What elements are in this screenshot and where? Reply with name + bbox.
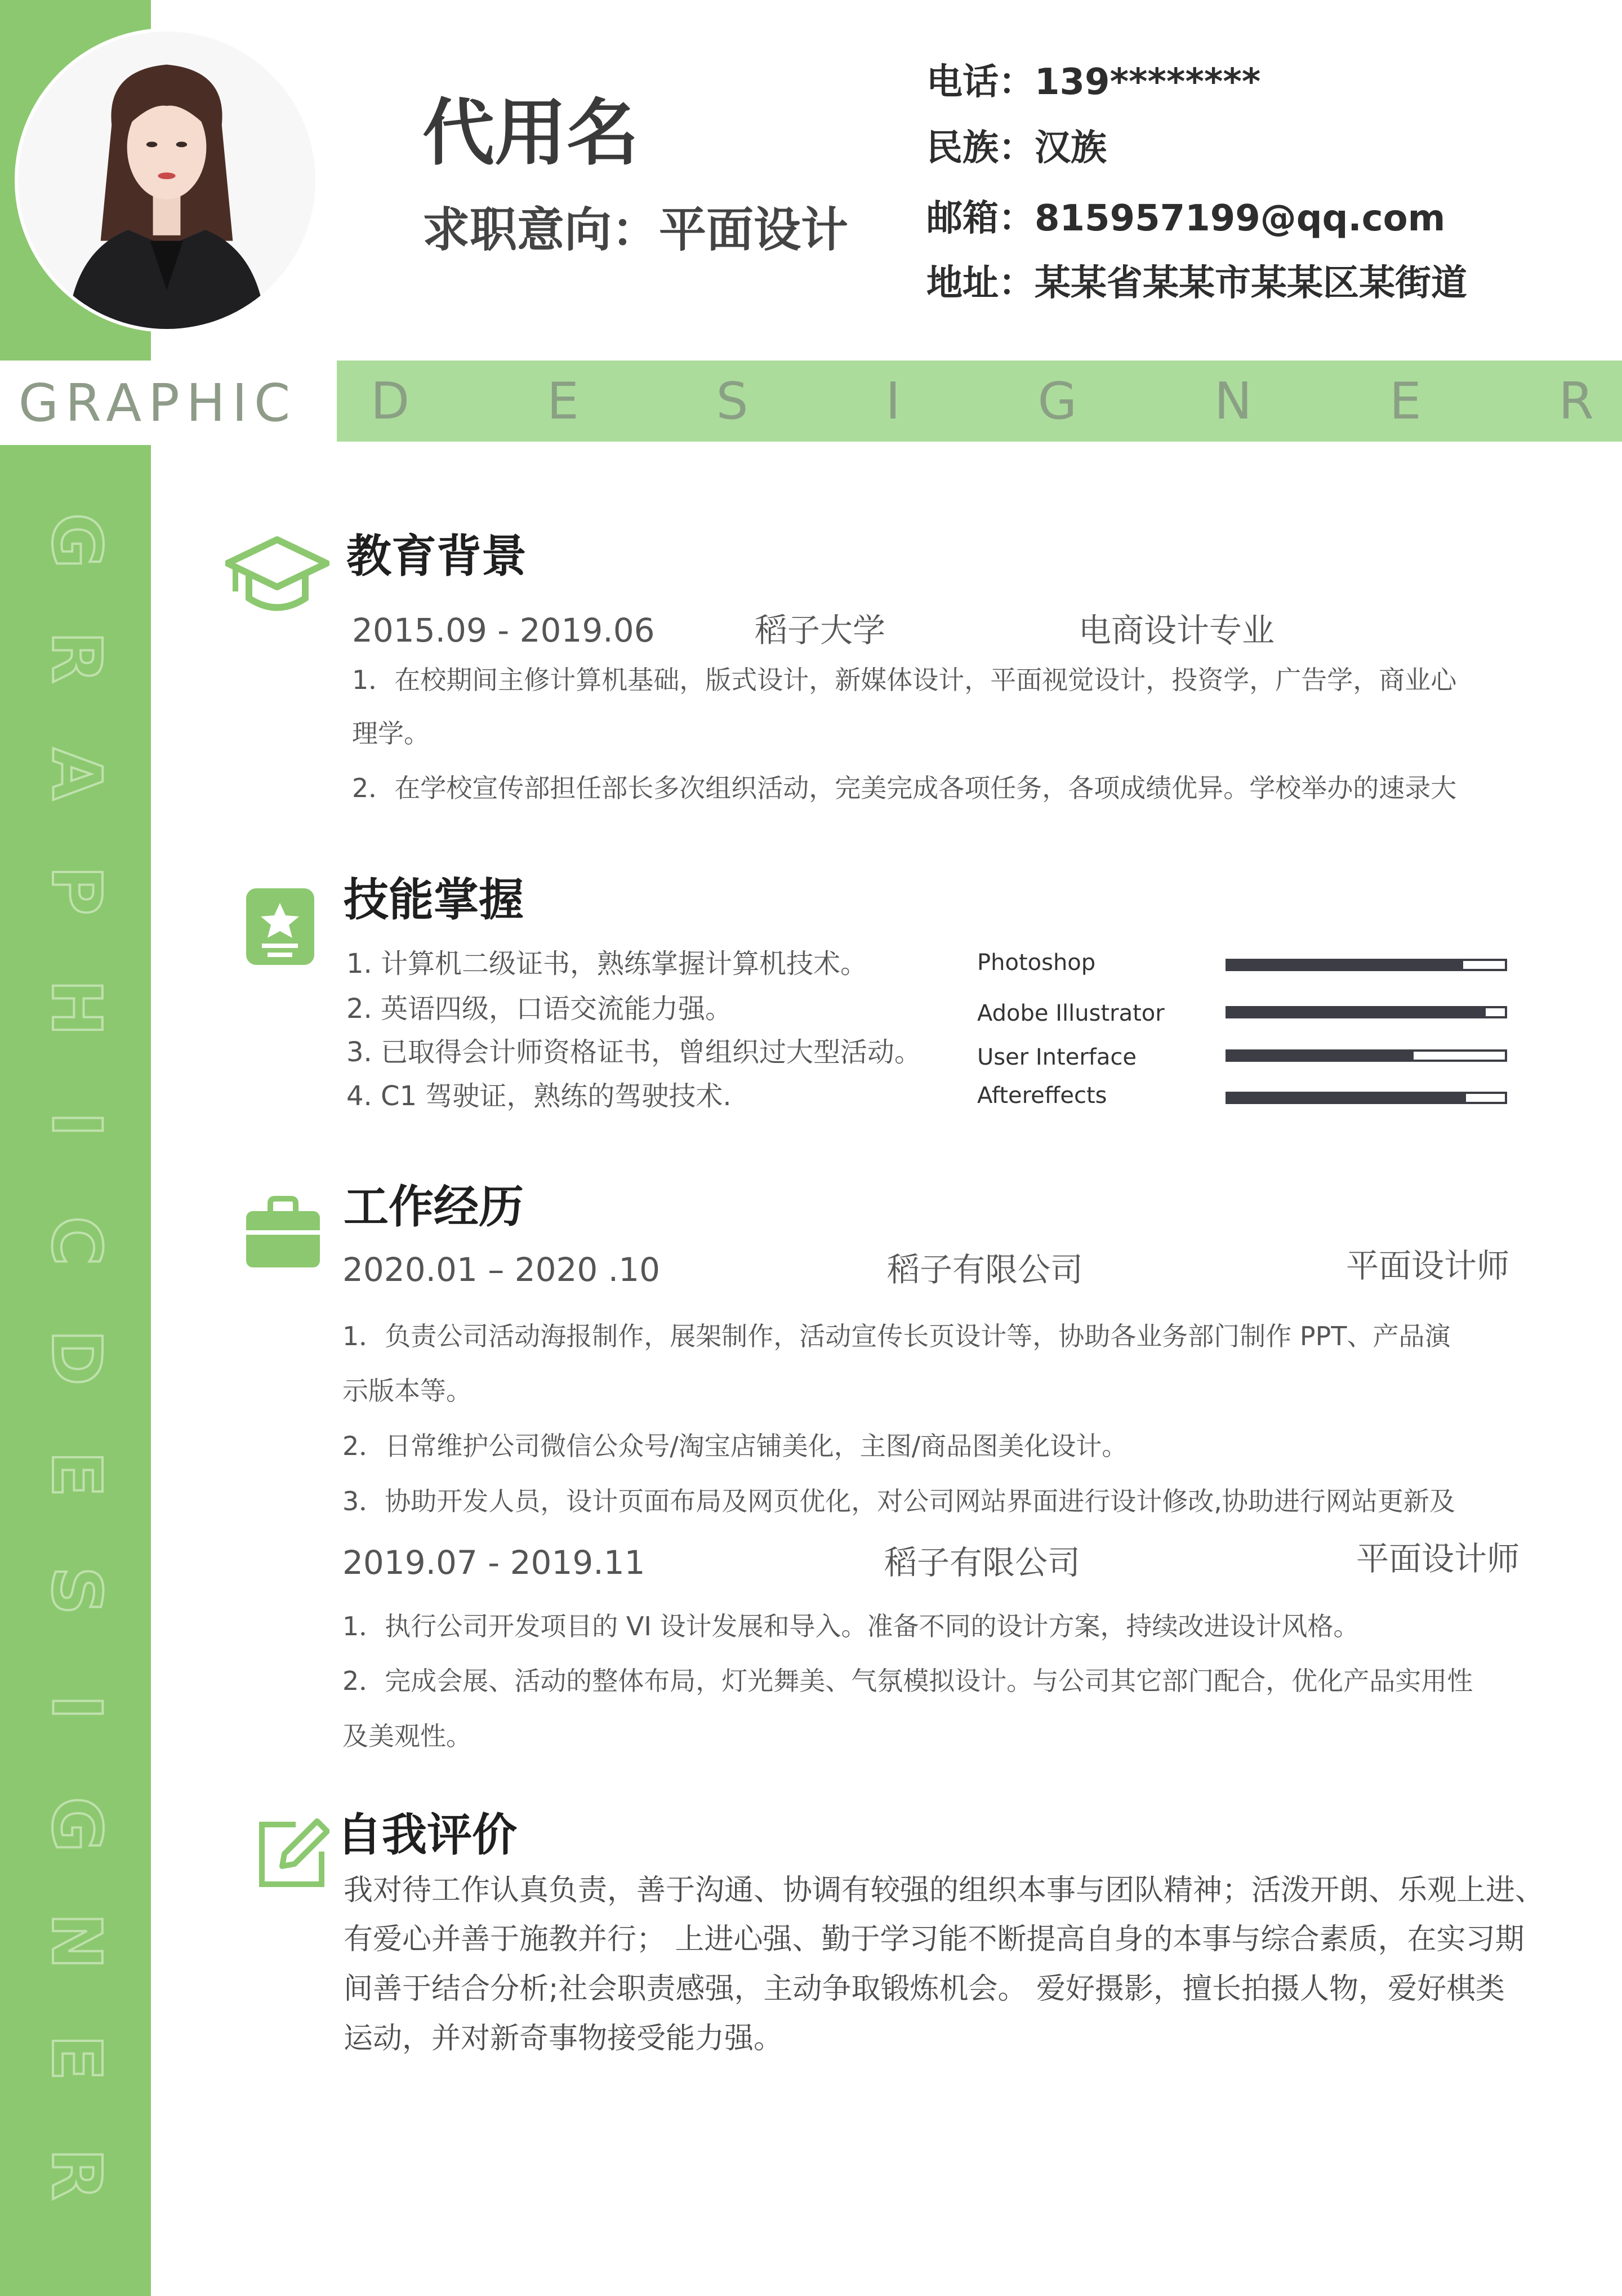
side-letter: P <box>36 866 115 916</box>
banner-letter: R <box>1558 371 1594 431</box>
job-line: 2．完成会展、活动的整体布局，灯光舞美、气氛模拟设计。与公司其它部门配合，优化产品实用性 <box>342 1666 1473 1696</box>
skill-item: 2. 英语四级，口语交流能力强。 <box>346 993 733 1025</box>
side-letter: C <box>36 1216 115 1266</box>
side-letter: R <box>37 2148 115 2201</box>
side-letter: N <box>37 1912 115 1969</box>
job-line: 及美观性。 <box>342 1721 472 1751</box>
job-intent: 求职意向：平面设计 <box>422 202 849 257</box>
skill-level-bar <box>1226 1092 1507 1104</box>
work-title: 工作经历 <box>344 1181 524 1233</box>
side-letter: E <box>36 1451 115 1498</box>
banner-letter: E <box>1389 371 1422 431</box>
skill-item: 1. 计算机二级证书，熟练掌握计算机技术。 <box>346 948 868 980</box>
self-eval-line: 运动，并对新奇事物接受能力强。 <box>344 2022 783 2055</box>
side-vertical-letters <box>0 507 151 2208</box>
job-company: 稻子有限公司 <box>887 1251 1084 1289</box>
job-line: 示版本等。 <box>342 1376 472 1406</box>
education-major: 电商设计专业 <box>1079 611 1275 649</box>
banner-graphic-word: GRAPHIC <box>18 372 297 433</box>
profile-photo <box>15 28 319 332</box>
skill-level-fill <box>1228 1008 1486 1016</box>
skill-item: 3. 已取得会计师资格证书，曾组织过大型活动。 <box>346 1036 922 1068</box>
contact-phone: 电话：139******** <box>926 61 1261 103</box>
side-letter: E <box>36 2034 115 2081</box>
skill-bar-name: Adobe Illustrator <box>977 1000 1165 1026</box>
skill-bar-name: Photoshop <box>977 950 1096 976</box>
skill-level-fill <box>1228 1094 1466 1102</box>
side-letter: S <box>37 1567 115 1616</box>
banner-letter: I <box>885 371 901 431</box>
banner-letter: D <box>371 371 410 431</box>
side-letter: G <box>37 513 115 569</box>
skill-level-bar <box>1226 959 1507 971</box>
job-company: 稻子有限公司 <box>884 1543 1081 1582</box>
skill-badge-icon <box>245 887 315 966</box>
side-letter: I <box>37 1111 115 1137</box>
skill-level-fill <box>1228 1052 1414 1060</box>
side-letter: A <box>37 747 115 800</box>
job-line: 1．执行公司开发项目的 VI 设计发展和导入。准备不同的设计方案，持续改进设计风格。 <box>342 1611 1360 1641</box>
self-eval-title: 自我评价 <box>337 1809 517 1861</box>
briefcase-icon <box>245 1194 321 1270</box>
contact-email: 邮箱：815957199@qq.com <box>926 198 1446 239</box>
education-line: 2．在学校宣传部担任部长多次组织活动，完美完成各项任务，各项成绩优异。学校举办的速录大 <box>352 773 1457 803</box>
job-role: 平面设计师 <box>1346 1247 1510 1285</box>
side-letter: H <box>37 979 115 1036</box>
skill-bar-name: User Interface <box>977 1044 1137 1070</box>
contact-address: 地址：某某省某某市某某区某街道 <box>926 262 1467 304</box>
self-eval-line: 间善于结合分析;社会职责感强，主动争取锻炼机会。 爱好摄影，擅长拍摄人物，爱好棋类 <box>344 1972 1505 2006</box>
person-avatar-icon <box>18 32 315 329</box>
edit-pencil-icon <box>256 1817 329 1890</box>
banner-letter: N <box>1214 371 1253 431</box>
job-period: 2020.01 – 2020 .10 <box>342 1251 660 1289</box>
banner-letter: G <box>1037 371 1077 431</box>
education-period: 2015.09 - 2019.06 <box>352 611 655 649</box>
self-eval-line: 有爱心并善于施教并行； 上进心强、勤于学习能不断提高自身的本事与综合素质，在实习期 <box>344 1923 1525 1956</box>
education-school: 稻子大学 <box>755 611 886 649</box>
banner-letter: E <box>546 371 579 431</box>
skill-level-bar <box>1226 1006 1507 1018</box>
side-letter: R <box>37 631 115 684</box>
side-letter: D <box>36 1329 115 1386</box>
banner-letter: S <box>716 371 748 431</box>
job-role: 平面设计师 <box>1356 1539 1520 1578</box>
skill-level-fill <box>1228 961 1463 969</box>
graduation-cap-icon <box>225 535 329 614</box>
self-eval-line: 我对待工作认真负责，善于沟通、协调有较强的组织本事与团队精神；活泼开朗、乐观上进、 <box>344 1874 1545 1907</box>
skills-title: 技能掌握 <box>344 874 524 926</box>
skill-item: 4. C1 驾驶证，熟练的驾驶技术. <box>346 1080 732 1112</box>
job-line: 1．负责公司活动海报制作，展架制作，活动宣传长页设计等，协助各业务部门制作 PPT、产品演 <box>342 1321 1451 1351</box>
education-line: 理学。 <box>352 718 430 749</box>
contact-ethnicity: 民族：汉族 <box>926 127 1107 169</box>
candidate-name: 代用名 <box>422 91 639 175</box>
skill-bar-name: Aftereffects <box>977 1083 1107 1109</box>
side-letter: I <box>37 1695 115 1720</box>
side-letter: G <box>37 1796 115 1852</box>
job-period: 2019.07 - 2019.11 <box>342 1543 645 1582</box>
skill-level-bar <box>1226 1049 1507 1062</box>
banner-designer-bar <box>337 361 1622 442</box>
education-line: 1．在校期间主修计算机基础，版式设计，新媒体设计，平面视觉设计，投资学，广告学，商业心 <box>352 665 1457 695</box>
job-line: 2．日常维护公司微信公众号/淘宝店铺美化，主图/商品图美化设计。 <box>342 1431 1128 1461</box>
education-title: 教育背景 <box>346 530 527 582</box>
job-line: 3．协助开发人员，设计页面布局及网页优化，对公司网站界面进行设计修改,协助进行网站更新及 <box>342 1486 1455 1516</box>
